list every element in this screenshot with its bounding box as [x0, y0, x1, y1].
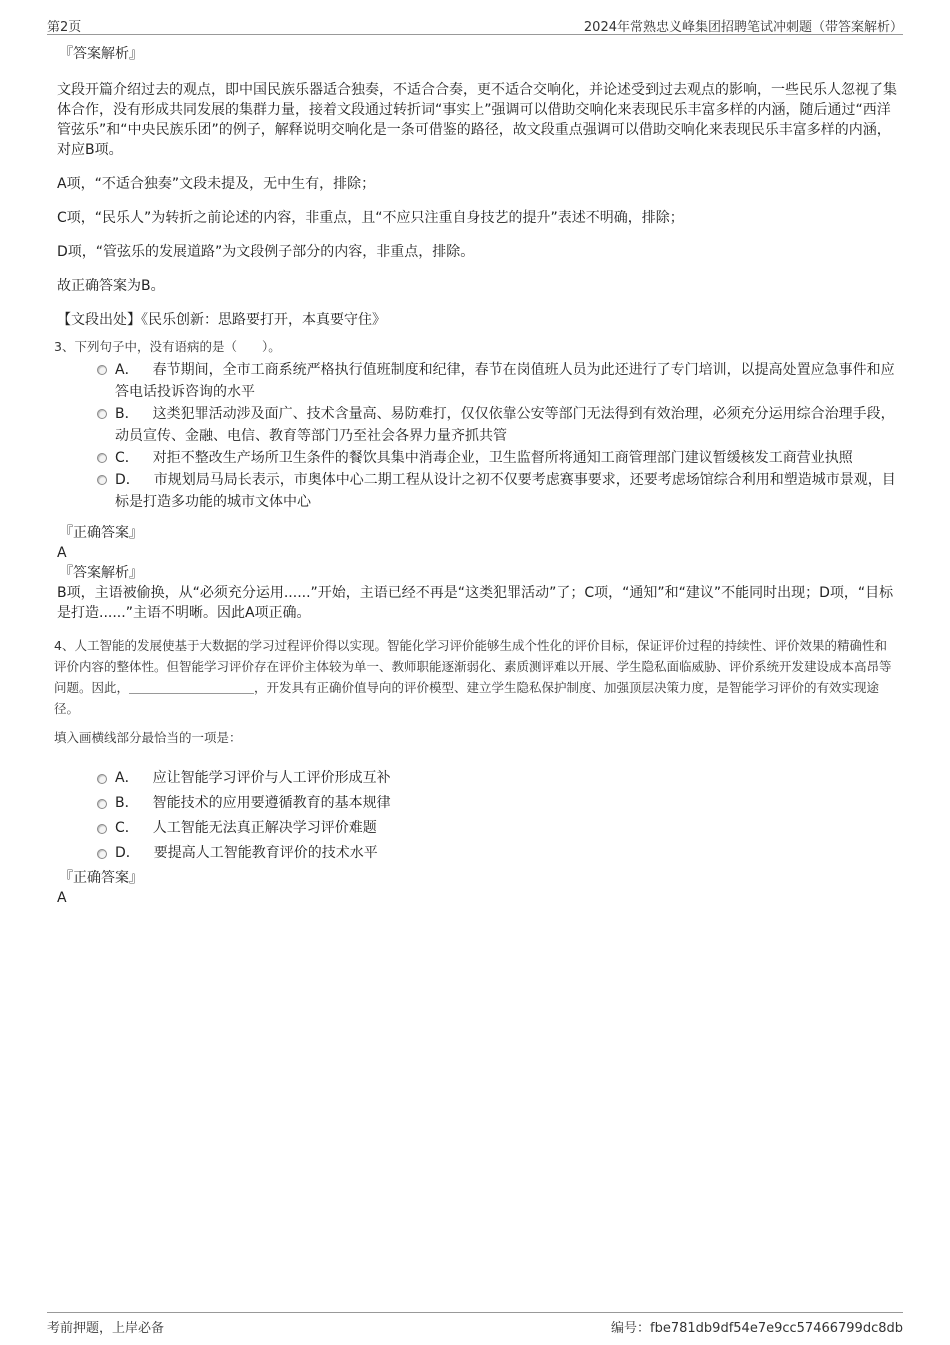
q3-option-a[interactable]: [57, 359, 897, 403]
option-text: 应让智能学习评价与人工评价形成互补: [152, 770, 391, 786]
q4-answer-label: 『正确答案』: [59, 870, 143, 886]
option-text: 要提高人工智能教育评价的技术水平: [153, 845, 378, 861]
option-key: A．: [115, 770, 139, 786]
radio-button-icon[interactable]: [97, 453, 107, 463]
radio-button-icon[interactable]: [97, 849, 107, 859]
q4-option-d[interactable]: [57, 841, 897, 866]
option-text: 智能技术的应用要遵循教育的基本规律: [152, 795, 391, 811]
footer-slogan: 考前押题，上岸必备: [47, 1321, 165, 1336]
option-text: 对拒不整改生产场所卫生条件的餐饮具集中消毒企业，卫生监督所将通知工商管理部门建议暂缓核发工商营业执照: [152, 450, 853, 466]
page-footer: [47, 1312, 903, 1335]
radio-button-icon[interactable]: [97, 475, 107, 485]
page-content: [54, 44, 897, 908]
q3-option-d[interactable]: [57, 469, 897, 513]
q2-option-a-note: A项，“不适合独奏”文段未提及，无中生有，排除；: [57, 176, 376, 192]
q4-option-a[interactable]: [57, 766, 897, 791]
q3-answer: A: [57, 545, 67, 561]
option-key: A．: [115, 362, 139, 378]
document-id: 编号：fbe781db9df54e7e9cc57466799dc8db: [611, 1321, 903, 1336]
radio-button-icon[interactable]: [97, 365, 107, 375]
document-title: 2024年常熟忠义峰集团招聘笔试冲刺题（带答案解析）: [583, 20, 903, 35]
option-key: C．: [115, 450, 139, 466]
q4-stem: 4、人工智能的发展使基于大数据的学习过程评价得以实现。智能化学习评价能够生成个性化的评价目标，保证评价过程的持续性、评价效果的精确性和评价内容的整体性。但智能学习评价存在评价主体较为单一、教师职能逐渐弱化、素质测评难以开展、学生隐私面临威胁、评价系统开发建设成本高昂等问题。因此，＿＿＿＿＿＿＿＿＿＿，开发具有正确价值导向的评价模型、建立学生隐私保护制度、加强顶层决策力度，是智能学习评价的有效实现途径。: [54, 638, 892, 716]
radio-button-icon[interactable]: [97, 774, 107, 784]
q2-option-d-note: D项，“管弦乐的发展道路”为文段例子部分的内容，非重点，排除。: [57, 244, 475, 260]
q3-option-c[interactable]: [57, 447, 897, 469]
q2-conclusion: 故正确答案为B。: [57, 278, 165, 294]
q2-source: [57, 310, 897, 330]
q2-option-c-note: C项，“民乐人”为转折之前论述的内容，非重点，且“不应只注重自身技艺的提升”表述不明确，排除；: [57, 210, 684, 226]
q2-source-label: 【文段出处】: [57, 312, 141, 328]
q3-answer-label: 『正确答案』: [59, 525, 143, 541]
q4-options: [57, 766, 897, 866]
q3-analysis-label: 『答案解析』: [59, 565, 143, 581]
option-key: B．: [115, 406, 139, 422]
radio-button-icon[interactable]: [97, 824, 107, 834]
q2-analysis-text: 文段开篇介绍过去的观点，即中国民族乐器适合独奏，不适合合奏，更不适合交响化，并论述受到过去观点的影响，一些民乐人忽视了集体合作，没有形成共同发展的集群力量，接着文段通过转折词“事实上”强调可以借助交响化来表现民乐丰富多样的内涵，随后通过“西洋管弦乐”和“中央民族乐团”的例子，解释说明交响化是一条可借鉴的路径，故文段重点强调可以借助交响化来表现民乐丰富多样的内涵，对应B项。: [57, 82, 897, 158]
q4-answer: A: [57, 890, 67, 906]
q4-prompt: 填入画横线部分最恰当的一项是：: [54, 730, 242, 745]
q4-option-b[interactable]: [57, 791, 897, 816]
q4-option-c[interactable]: [57, 816, 897, 841]
radio-button-icon[interactable]: [97, 799, 107, 809]
page-header: [47, 14, 903, 35]
option-key: D．: [115, 472, 140, 488]
q2-analysis-label: 『答案解析』: [59, 46, 143, 62]
option-key: D．: [115, 845, 140, 861]
page-number: 第2页: [47, 20, 82, 35]
option-text: 市规划局马局长表示，市奥体中心二期工程从设计之初不仅要考虑赛事要求，还要考虑场馆综合利用和塑造城市景观，目标是打造多功能的城市文体中心: [115, 472, 896, 510]
q3-option-b[interactable]: [57, 403, 897, 447]
q2-source-text: 《民乐创新：思路要打开，本真要守住》: [141, 312, 386, 328]
q3-stem: 3、下列句子中，没有语病的是（ ）。: [54, 339, 281, 354]
option-text: 人工智能无法真正解决学习评价难题: [152, 820, 377, 836]
option-key: B．: [115, 795, 139, 811]
option-text: 春节期间，全市工商系统严格执行值班制度和纪律，春节在岗值班人员为此还进行了专门培训，以提高处置应急事件和应答电话投诉咨询的水平: [115, 362, 895, 400]
q3-analysis-text: B项，主语被偷换，从“必须充分运用......”开始，主语已经不再是“这类犯罪活动”了；C项，“通知”和“建议”不能同时出现；D项，“目标是打造......”主语不明晰。因此A项正确。: [57, 585, 894, 621]
radio-button-icon[interactable]: [97, 409, 107, 419]
option-text: 这类犯罪活动涉及面广、技术含量高、易防难打，仅仅依靠公安等部门无法得到有效治理，必须充分运用综合治理手段，动员宣传、金融、电信、教育等部门乃至社会各界力量齐抓共管: [115, 406, 895, 444]
q3-options: [57, 359, 897, 513]
option-key: C．: [115, 820, 139, 836]
